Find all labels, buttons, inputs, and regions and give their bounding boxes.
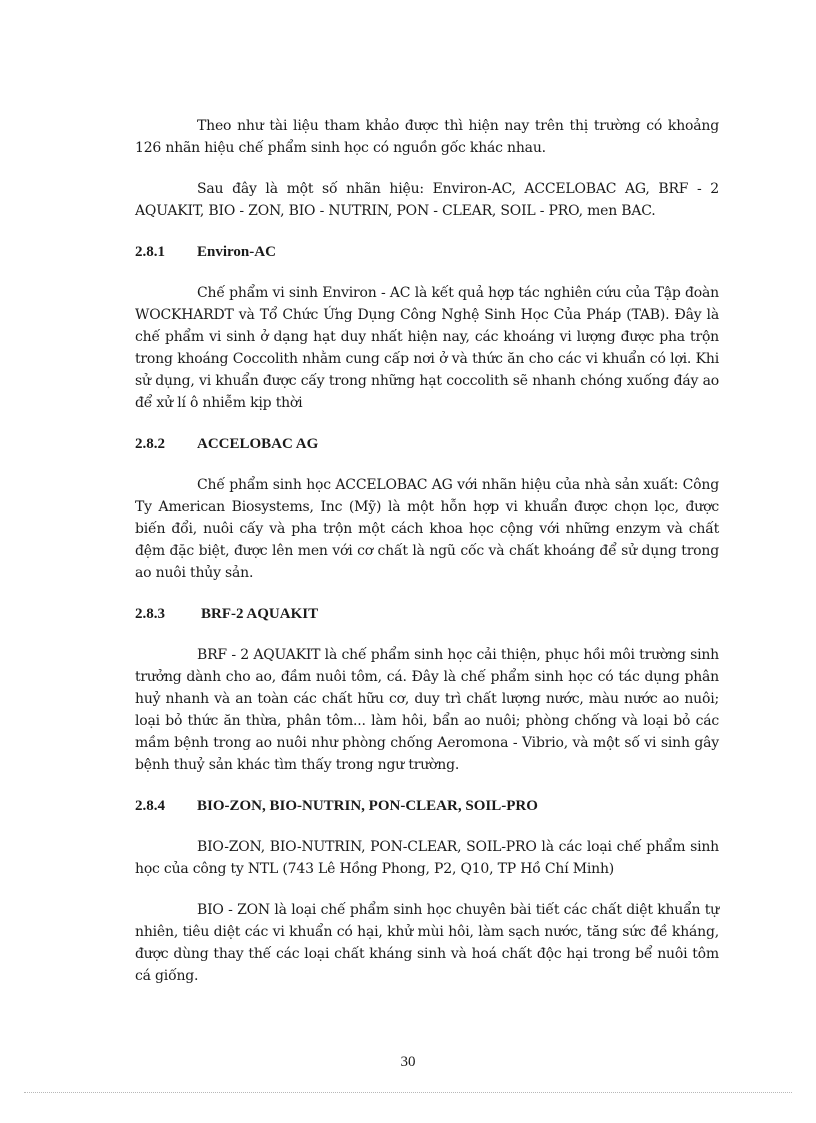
- paragraph-accelobac: Chế phẩm sinh học ACCELOBAC AG với nhãn hiệu của nhà sản xuất: Công Ty American Biosystems, Inc (Mỹ) là một hỗn hợp vi khuẩn được chọn lọc, được biến đổi, nuôi cấy và pha trộn một cách khoa học cộng với những enzym và chất đệm đặc biệt, được lên men với cơ chất là ngũ cốc và chất khoáng để sử dụng trong ao nuôi thủy sản.: [135, 477, 719, 581]
- paragraph-intro-1: Theo như tài liệu tham khảo được thì hiện nay trên thị trường có khoảng 126 nhãn hiệu chế phẩm sinh học có nguồn gốc khác nhau.: [135, 118, 719, 156]
- section-heading-2-8-3: [135, 603, 719, 625]
- page-number: 30: [400, 1054, 416, 1070]
- section-heading-2-8-1: [135, 241, 719, 263]
- page-content: [135, 115, 719, 1006]
- section-number: 2.8.2: [135, 436, 165, 452]
- paragraph-brf2-aquakit: BRF - 2 AQUAKIT là chế phẩm sinh học cải thiện, phục hồi môi trường sinh trưởng dành cho ao, đầm nuôi tôm, cá. Đây là chế phẩm sinh học có tác dụng phân huỷ nhanh và an toàn các chất hữu cơ, duy trì chất lượng nước, màu nước ao nuôi; loại bỏ thức ăn thừa, phân tôm... làm hôi, bẩn ao nuôi; phòng chống và loại bỏ các mầm bệnh trong ao nuôi như phòng chống Aeromona - Vibrio, và một số vi sinh gây bệnh thuỷ sản khác tìm thấy trong ngư trường.: [135, 647, 719, 773]
- section-title: Environ-AC: [197, 244, 276, 260]
- section-number: 2.8.1: [135, 244, 165, 260]
- section-number: 2.8.3: [135, 606, 165, 622]
- section-number: 2.8.4: [135, 798, 165, 814]
- paragraph-environ-ac: Chế phẩm vi sinh Environ - AC là kết quả hợp tác nghiên cứu của Tập đoàn WOCKHARDT và Tổ Chức Ứng Dụng Công Nghệ Sinh Học Của Pháp (TAB). Đây là chế phẩm vi sinh ở dạng hạt duy nhất hiện nay, các khoáng vi lượng được pha trộn trong khoáng Coccolith nhằm cung cấp nơi ở và thức ăn cho các vi khuẩn có lợi. Khi sử dụng, vi khuẩn được cấy trong những hạt coccolith sẽ nhanh chóng xuống đáy ao để xử lí ô nhiễm kịp thời: [135, 285, 719, 411]
- section-title: BRF-2 AQUAKIT: [201, 606, 319, 622]
- section-title: ACCELOBAC AG: [197, 436, 319, 452]
- footer-divider: [24, 1092, 792, 1093]
- section-title: BIO-ZON, BIO-NUTRIN, PON-CLEAR, SOIL-PRO: [197, 798, 538, 814]
- paragraph-ntl-products: BIO-ZON, BIO-NUTRIN, PON-CLEAR, SOIL-PRO là các loại chế phẩm sinh học của công ty NTL (743 Lê Hồng Phong, P2, Q10, TP Hồ Chí Minh): [135, 839, 719, 877]
- section-heading-2-8-4: [135, 795, 719, 817]
- paragraph-bio-zon: BIO - ZON là loại chế phẩm sinh học chuyên bài tiết các chất diệt khuẩn tự nhiên, tiêu diệt các vi khuẩn có hại, khử mùi hôi, làm sạch nước, tăng sức đề kháng, được dùng thay thế các loại chất kháng sinh và hoá chất độc hại trong bể nuôi tôm cá giống.: [135, 902, 719, 984]
- paragraph-intro-2: Sau đây là một số nhãn hiệu: Environ-AC, ACCELOBAC AG, BRF - 2 AQUAKIT, BIO - ZON, BIO - NUTRIN, PON - CLEAR, SOIL - PRO, men BAC.: [135, 181, 719, 219]
- section-heading-2-8-2: [135, 433, 719, 455]
